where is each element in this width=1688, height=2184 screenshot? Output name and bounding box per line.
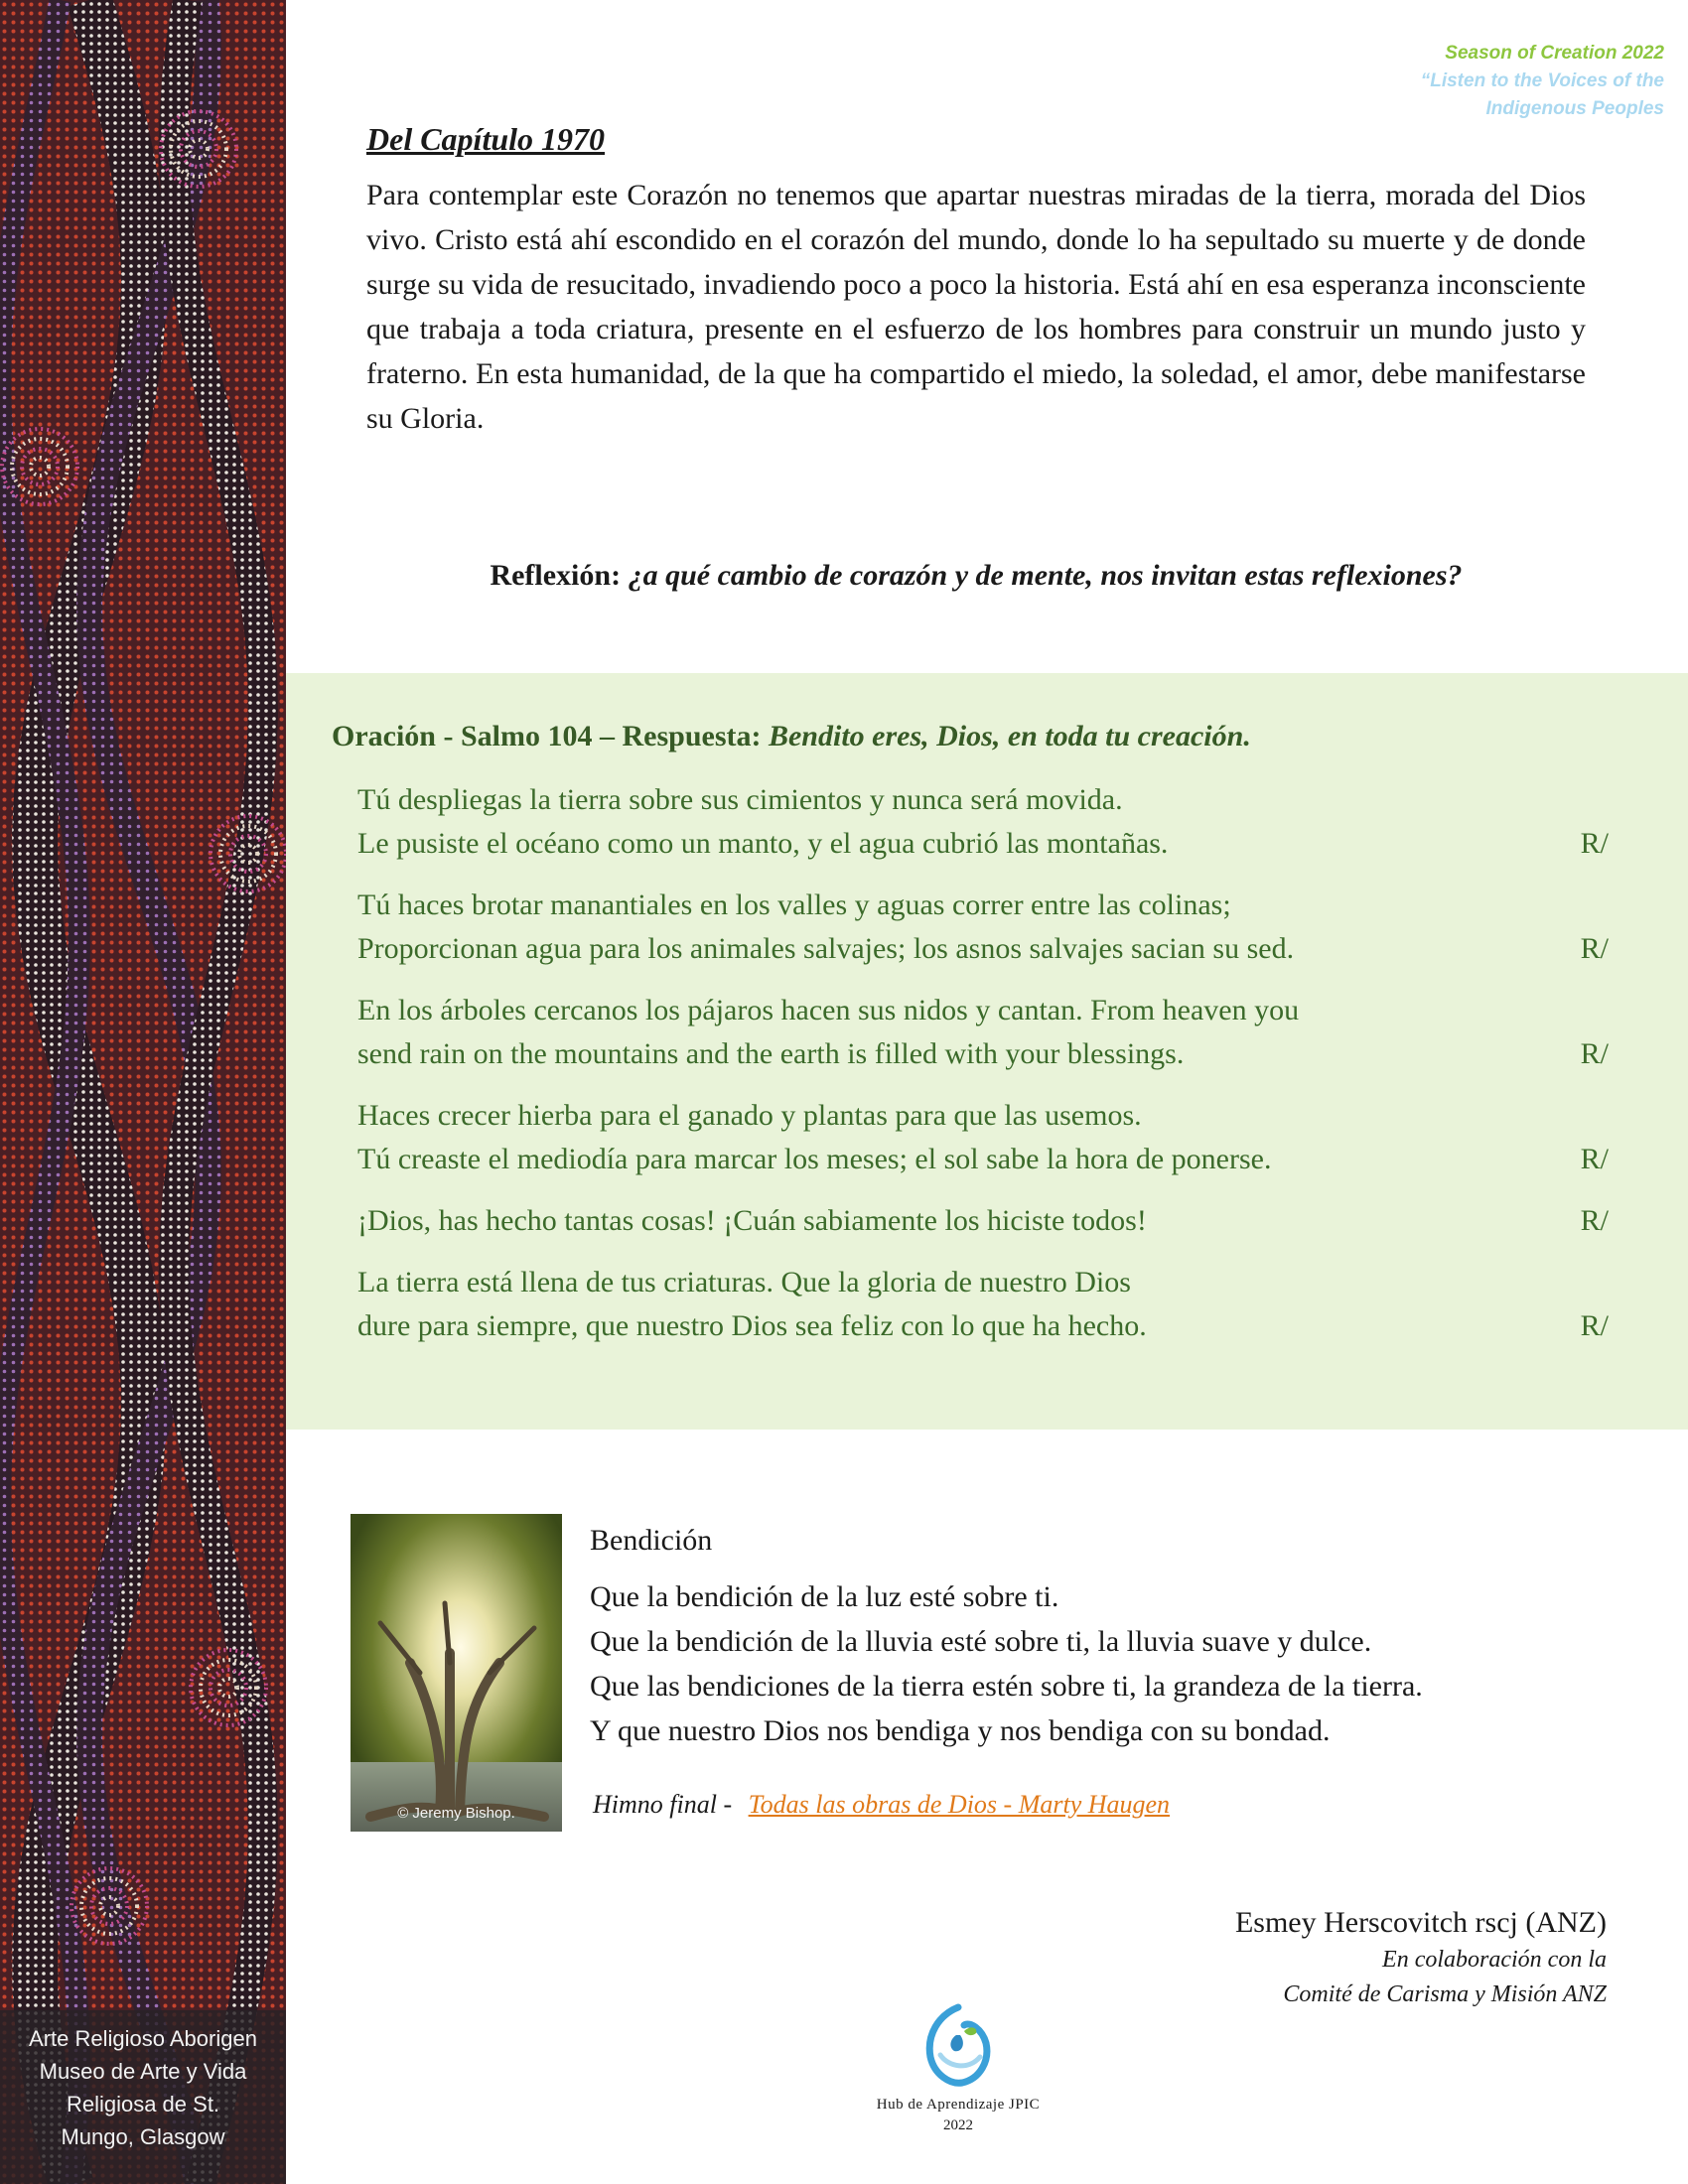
verse-line: Le pusiste el océano como un manto, y el agua cubrió las montañas. — [357, 827, 1169, 860]
blessing-lines — [590, 1574, 1642, 1753]
tree-photo — [351, 1514, 562, 1832]
header-theme-line: “Listen to the Voices of the — [1420, 70, 1664, 91]
verse-line: ¡Dios, has hecho tantas cosas! ¡Cuán sabiamente los hiciste todos! — [357, 1204, 1147, 1237]
hymn-link[interactable]: Todas las obras de Dios - Marty Haugen — [748, 1790, 1171, 1819]
psalm-verse — [357, 989, 1609, 1076]
hymn-label: Himno final - — [593, 1790, 733, 1819]
psalm-verse — [357, 1094, 1609, 1181]
blessing-section — [590, 1521, 1642, 1753]
dot-painting-pattern — [0, 0, 286, 2184]
chapter-title: Del Capítulo 1970 — [366, 121, 606, 157]
reflection-question: ¿a qué cambio de corazón y de mente, nos invitan estas reflexiones? — [628, 559, 1463, 592]
psalm-verse — [357, 1199, 1609, 1243]
prayer-title — [332, 717, 1622, 756]
response-marker: R/ — [1580, 1204, 1609, 1237]
chapter-section — [366, 119, 1586, 441]
art-caption — [0, 2010, 286, 2184]
reflection-label: Reflexión: — [490, 559, 622, 592]
prayer-heading: Oración - Salmo 104 – Respuesta: — [332, 720, 762, 752]
chapter-paragraph: Para contemplar este Corazón no tenemos que apartar nuestras miradas de la tierra, morada del Dios vivo. Cristo está ahí escondido en el corazón del mundo, donde lo ha sepultado su muerte y de donde surge su vida de resucitado, invadiendo poco a poco la historia. Está ahí en esa esperanza inconsciente que trabaja a toda criatura, presente en el esfuerzo de los hombres para construir un mundo justo y fraterno. En esta humanidad, de la que ha compartido el miedo, la soledad, el amor, debe manifestarse su Gloria. — [366, 179, 1586, 435]
season-header — [1247, 40, 1664, 123]
reflection-prompt — [366, 556, 1586, 596]
collaboration-line: En colaboración con la — [1382, 1947, 1607, 1973]
verse-line: Proporcionan agua para los animales salvajes; los asnos salvajes sacian su sed. — [357, 932, 1295, 965]
verse-line: send rain on the mountains and the earth is filled with your blessings. — [357, 1037, 1185, 1070]
hub-year: 2022 — [943, 2117, 973, 2133]
prayer-section — [286, 673, 1688, 1430]
blessing-line: Y que nuestro Dios nos bendiga y nos bendiga con su bondad. — [590, 1714, 1331, 1747]
blessing-line: Que las bendiciones de la tierra estén sobre ti, la grandeza de la tierra. — [590, 1670, 1423, 1703]
psalm-verse — [357, 884, 1609, 971]
author-name: Esmey Herscovitch rscj (ANZ) — [1234, 1906, 1607, 1939]
header-theme-line: Indigenous Peoples — [1485, 98, 1664, 119]
verse-line: Tú haces brotar manantiales en los valles y aguas correr entre las colinas; — [357, 888, 1231, 921]
psalm-verse — [357, 778, 1609, 866]
art-caption-line: Museo de Arte y Vida — [39, 2059, 247, 2084]
blessing-line: Que la bendición de la luz esté sobre ti. — [590, 1580, 1059, 1613]
response-marker: R/ — [1580, 827, 1609, 860]
art-caption-line: Arte Religioso Aborigen — [29, 2026, 257, 2051]
blessing-line: Que la bendición de la lluvia esté sobre ti, la lluvia suave y dulce. — [590, 1625, 1372, 1658]
verse-line: La tierra está llena de tus criaturas. Que la gloria de nuestro Dios — [357, 1266, 1131, 1298]
header-season-title: Season of Creation 2022 — [1445, 43, 1664, 64]
aboriginal-art-image — [0, 0, 286, 2184]
prayer-response: Bendito eres, Dios, en toda tu creación. — [768, 720, 1251, 752]
response-marker: R/ — [1580, 1037, 1609, 1070]
blessing-title: Bendición — [590, 1524, 713, 1557]
art-caption-line: Mungo, Glasgow — [61, 2124, 225, 2149]
verse-line: Tú despliegas la tierra sobre sus cimientos y nunca será movida. — [357, 783, 1123, 816]
response-marker: R/ — [1580, 932, 1609, 965]
verse-line: dure para siempre, que nuestro Dios sea feliz con lo que ha hecho. — [357, 1309, 1147, 1342]
psalm-verse — [357, 1261, 1609, 1348]
verse-line: Tú creaste el mediodía para marcar los meses; el sol sabe la hora de ponerse. — [357, 1143, 1272, 1175]
tree-illustration — [351, 1514, 562, 1832]
verse-line: Haces crecer hierba para el ganado y plantas para que las usemos. — [357, 1099, 1142, 1132]
art-caption-line: Religiosa de St. — [66, 2092, 220, 2116]
photo-credit: © Jeremy Bishop. — [397, 1805, 515, 1822]
response-marker: R/ — [1580, 1143, 1609, 1175]
response-marker: R/ — [1580, 1309, 1609, 1342]
collaboration-line: Comité de Carisma y Misión ANZ — [1283, 1981, 1607, 2007]
jpic-hub-logo-icon — [918, 1995, 998, 2090]
closing-hymn — [593, 1787, 1170, 1823]
hub-name: Hub de Aprendizaje JPIC — [876, 2097, 1041, 2113]
verse-line: En los árboles cercanos los pájaros hacen sus nidos y cantan. From heaven you — [357, 994, 1300, 1026]
footer — [814, 1995, 1102, 2135]
